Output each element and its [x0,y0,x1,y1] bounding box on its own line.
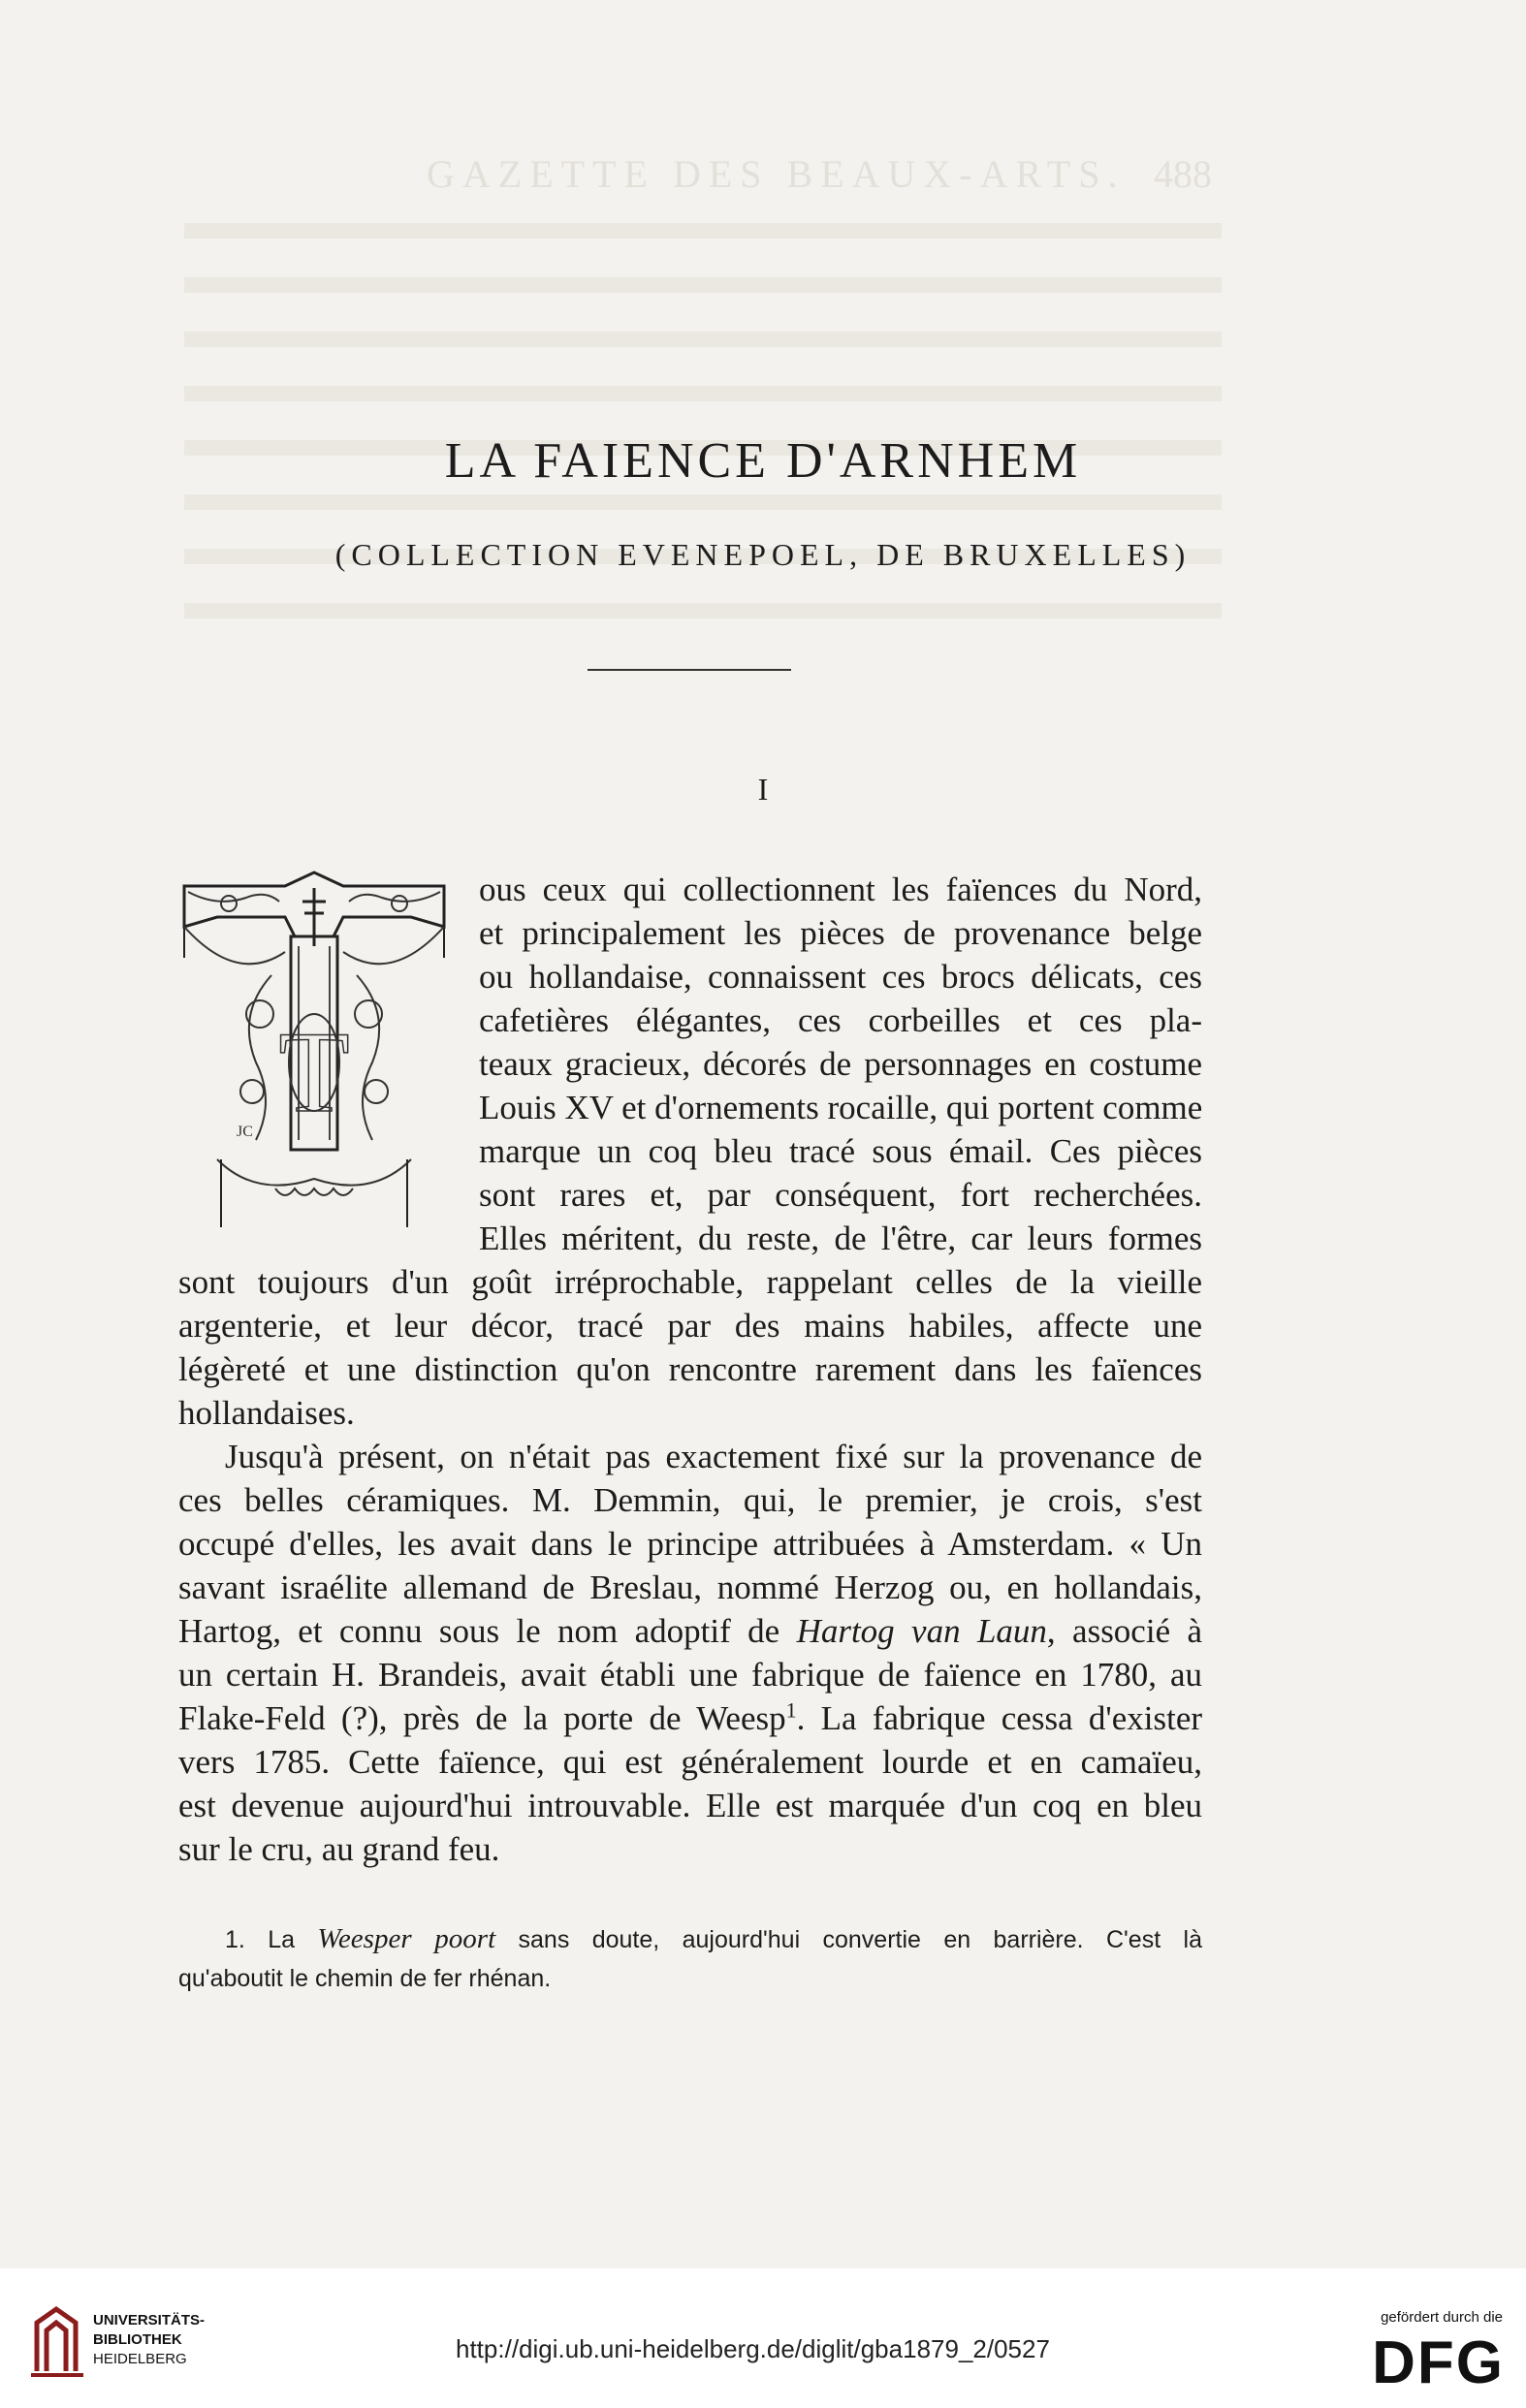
permalink-url[interactable]: http://digi.ub.uni-heidelberg.de/diglit/gba1879_2/0527 [456,2334,1050,2363]
funded-by-label: gefördert durch die [1381,2309,1503,2326]
text-line: occupé d'elles, les avait dans le principe attribuées à Amsterdam. « Un [178,1525,1202,1563]
text-run: . La fabrique cessa d'exister [796,1699,1203,1737]
text-line: marque un coq bleu tracé sous émail. Ces pièces [479,1132,1202,1170]
library-line: HEIDELBERG [93,2351,187,2367]
text-line: sont rares et, par conséquent, fort recherchées. [479,1176,1202,1214]
dfg-logo: DFG [1372,2329,1505,2396]
text-line: sur le cru, au grand feu. [178,1830,500,1868]
library-name [93,2311,205,2369]
text-line: hollandaises. [178,1394,355,1432]
text-line: ou hollandaise, connaissent ces brocs délicats, ces [479,958,1202,996]
text-line [178,1696,1202,1740]
bleed-through-page-number: 488 [1154,152,1212,196]
ornamental-dropcap-t [178,869,450,1237]
paragraph-2 [178,1435,1202,1871]
text-line: un certain H. Brandeis, avait établi une fabrique de faïence en 1780, au [178,1656,1202,1694]
title-divider [588,669,791,671]
footnote-line [178,1919,1202,1959]
paragraph-1-full [178,1260,1202,1435]
text-line: ous ceux qui collectionnent les faïences du Nord, [479,871,1202,908]
library-line: BIBLIOTHEK [93,2331,182,2348]
bleed-through-header: GAZETTE DES BEAUX-ARTS. [427,152,1126,196]
library-line: UNIVERSITÄTS- [93,2312,206,2329]
university-library-logo [27,2303,87,2377]
article-subtitle: (COLLECTION EVENEPOEL, DE BRUXELLES) [334,537,1192,572]
text-run: Hartog, et connu sous le nom adoptif de [178,1612,797,1650]
engraver-initials: JC [237,1124,253,1140]
text-run: 1. La [225,1926,318,1953]
text-line [178,1609,1202,1653]
text-line: sont toujours d'un goût irréprochable, rappelant celles de la vieille [178,1263,1202,1301]
text-line: et principalement les pièces de provenance belge [479,914,1202,952]
footnote-ref[interactable]: 1 [785,1697,797,1723]
digitization-footer [0,2268,1526,2408]
text-run: Flake-Feld (?), près de la porte de Weesp [178,1699,786,1737]
text-line: Jusqu'à présent, on n'était pas exactement fixé sur la provenance de [225,1438,1202,1475]
article-title: LA FAIENCE D'ARNHEM [444,433,1082,489]
text-run: , associé à [1046,1612,1203,1650]
footnote-line: qu'aboutit le chemin de fer rhénan. [178,1965,552,1992]
text-line: Louis XV et d'ornements rocaille, qui portent comme [479,1089,1203,1126]
text-run: sans doute, aujourd'hui convertie en barrière. C'est là [495,1926,1202,1953]
text-line: Elles méritent, du reste, de l'être, car leurs formes [479,1220,1202,1257]
italic-term: Weesper poort [317,1923,496,1954]
text-line: argenterie, et leur décor, tracé par des mains habiles, affecte une [178,1307,1202,1345]
text-line: ces belles céramiques. M. Demmin, qui, le premier, je crois, s'est [178,1481,1202,1519]
text-line: savant israélite allemand de Breslau, nommé Herzog ou, en hollandais, [178,1568,1202,1606]
section-number: I [757,772,769,807]
dropcap-letter: T [278,1007,350,1136]
text-line: est devenue aujourd'hui introuvable. Elle est marquée d'un coq en bleu [178,1787,1202,1824]
text-line: vers 1785. Cette faïence, qui est généralement lourde et en camaïeu, [178,1743,1202,1781]
paragraph-1-wrapped [479,868,1202,1260]
footnote [178,1919,1202,1998]
text-line: teaux gracieux, décorés de personnages en costume [479,1045,1202,1083]
text-line: cafetières élégantes, ces corbeilles et ces pla- [479,1001,1202,1039]
text-line: légèreté et une distinction qu'on rencontre rarement dans les faïences [178,1350,1202,1388]
italic-name: Hartog van Laun [796,1612,1047,1650]
